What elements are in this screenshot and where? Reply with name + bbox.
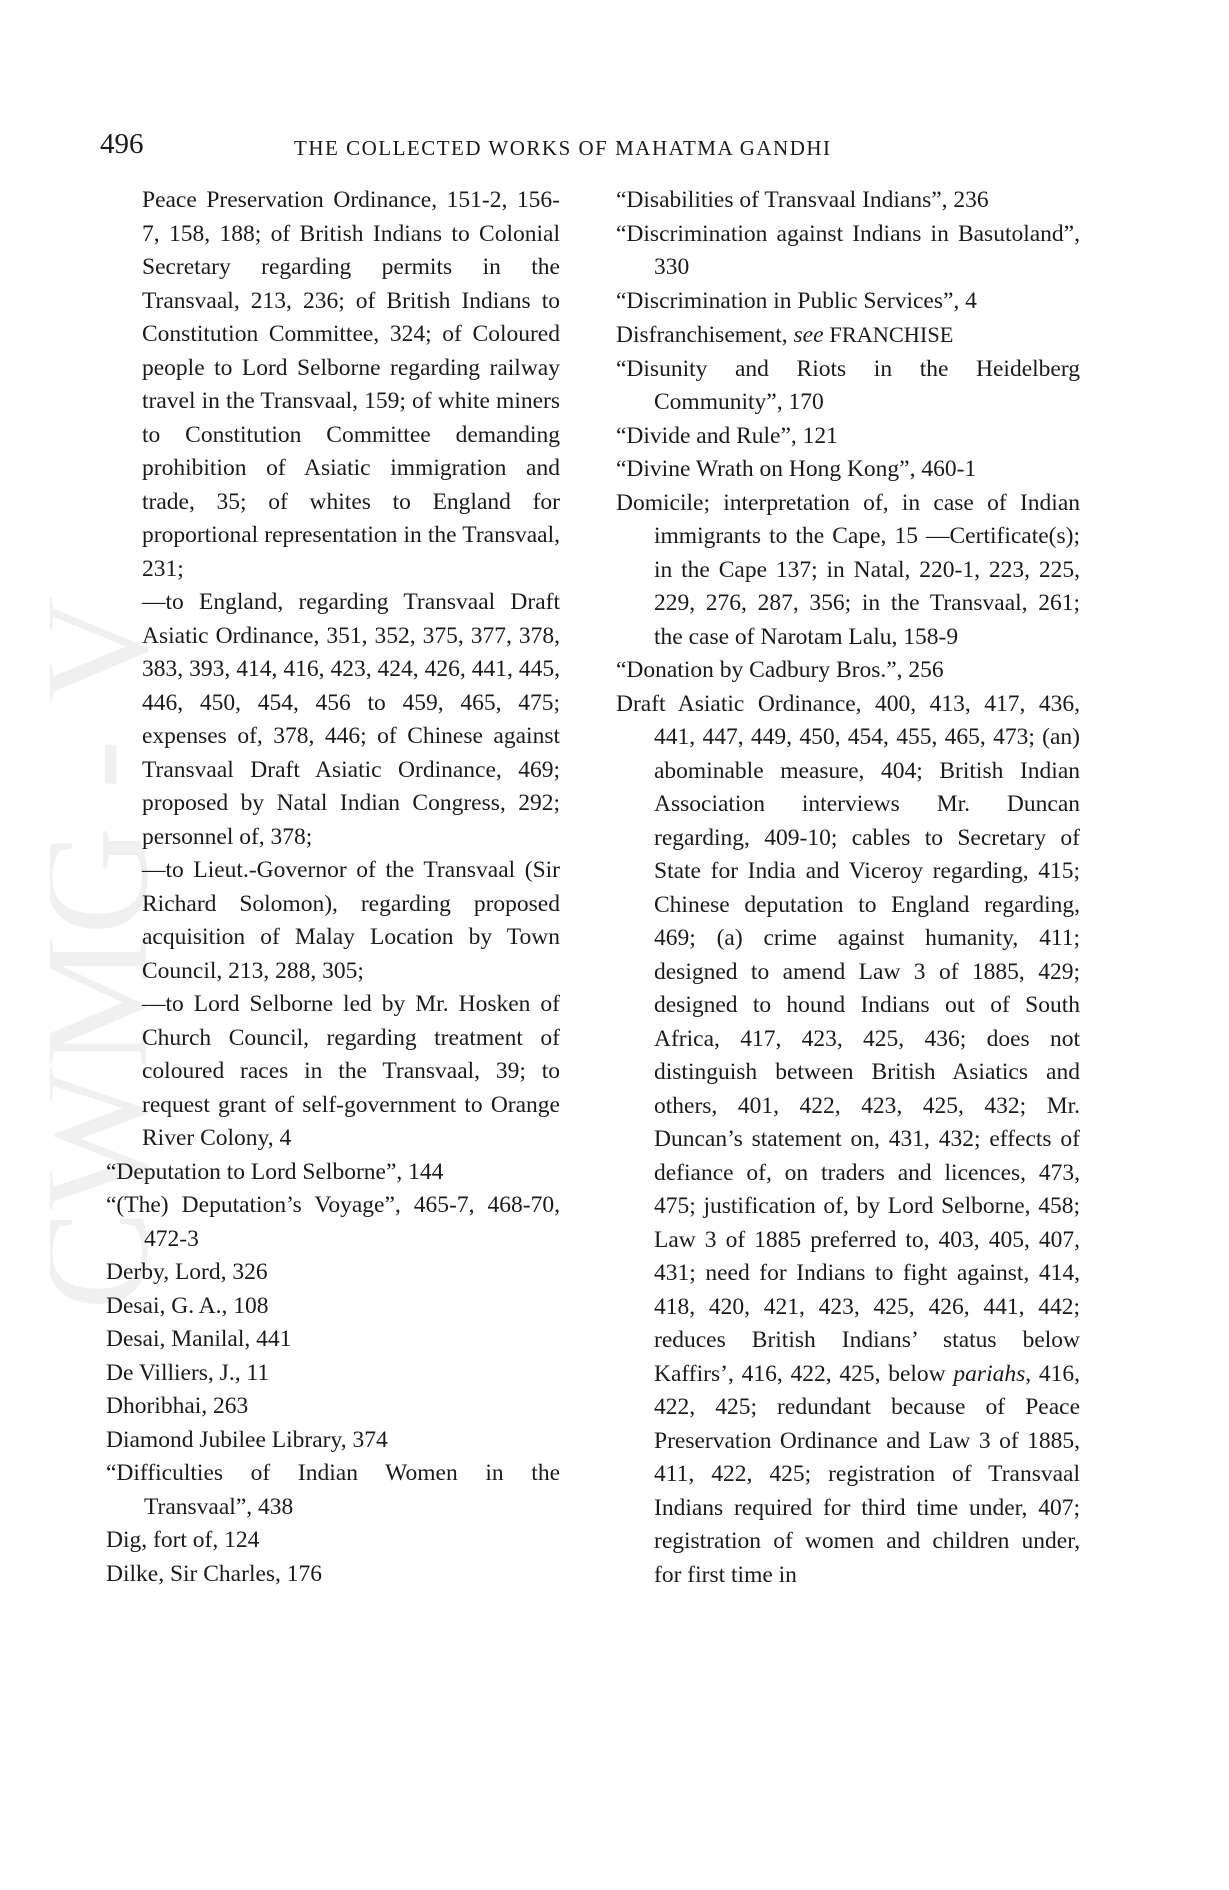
index-entry: “Discrimination in Public Services”, 4 — [616, 287, 977, 314]
index-entry — [616, 688, 1080, 1593]
index-entry: Dig, fort of, 124 — [106, 1527, 260, 1553]
index-entry: De Villiers, J., 11 — [106, 1359, 270, 1386]
index-column-left — [106, 184, 560, 1591]
index-entry: Diamond Jubilee Library, 374 — [106, 1426, 388, 1453]
index-entry: Desai, Manilal, 441 — [106, 1326, 292, 1352]
watermark-text: CWMG — [50, 826, 170, 1310]
index-entry: Domicile; interpretation of, in case of Indian immigrants to the Cape, 15 —Certificate(s); in the Cape 137; in Natal, 220-1, 223, 225, 229, 276, 287, 356; in the Transvaal, 261; the case of Narotam Lalu, 158-9 — [616, 489, 1080, 650]
index-entry: Derby, Lord, 326 — [106, 1259, 268, 1285]
see-reference-word: see — [793, 322, 824, 348]
page-number: 496 — [100, 128, 144, 160]
index-entry: “Divide and Rule”, 121 — [616, 422, 838, 449]
index-entry: “Disabilities of Transvaal Indians”, 236 — [616, 187, 989, 213]
index-entry: —to Lieut.-Governor of the Transvaal (Sir Richard Solomon), regarding proposed acquisition of Malay Location by Town Council, 213, 288, 305; — [142, 857, 560, 984]
index-entry: Desai, G. A., 108 — [106, 1292, 269, 1319]
index-entry: Dhoribhai, 263 — [106, 1393, 249, 1419]
index-entry: —to Lord Selborne led by Mr. Hosken of Church Council, regarding treatment of coloured races in the Transvaal, 39; to request grant of self-government to Orange River Colony, 4 — [142, 991, 560, 1151]
index-entry: “Donation by Cadbury Bros.”, 256 — [616, 657, 944, 683]
cross-reference: FRANCHISE — [829, 322, 954, 347]
entry-text: Disfranchisement, — [616, 322, 794, 348]
running-head: THE COLLECTED WORKS OF MAHATMA GANDHI — [294, 136, 832, 160]
index-entry: “(The) Deputation’s Voyage”, 465-7, 468-70, 472-3 — [106, 1192, 560, 1252]
index-entry: Dilke, Sir Charles, 176 — [106, 1560, 323, 1587]
index-entry: “Divine Wrath on Hong Kong”, 460-1 — [616, 456, 977, 482]
index-entry: “Disunity and Riots in the Heidelberg Community”, 170 — [616, 355, 1080, 415]
index-entry: —to England, regarding Transvaal Draft Asiatic Ordinance, 351, 352, 375, 377, 378, 383, 393, 414, 416, 423, 424, 426, 441, 445, 446, 450, 454, 456 to 459, 465, 475; expenses of, 378, 446; of Chinese against Transvaal Draft Asiatic Ordinance, 469; proposed by Natal Indian Congress, 292; personnel of, 378; — [142, 589, 560, 850]
index-entry — [616, 318, 1080, 353]
entry-text: Draft Asiatic Ordinance, 400, 413, 417, 436, 441, 447, 449, 450, 454, 455, 465, 473; (an) abominable measure, 404; British Indian Association interviews Mr. Duncan regarding, 409-10; cables to Secretary of State for India and Viceroy regarding, 415; Chinese deputation to England regarding, 469; (a) crime against humanity, 411; designed to amend Law 3 of 1885, 429; designed to hound Indians out of South Africa, 417, 423, 425, 436; does not distinguish between British Asiatics and others, 401, 422, 423, 425, 432; Mr. Duncan’s statement on, 431, 432; effects of defiance of, on traders and licences, 473, 475; justification of, by Lord Selborne, 458; Law 3 of 1885 preferred to, 403, 405, 407, 431; need for Indians to fight against, 414, 418, 420, 421, 423, 425, 426, 441, 442; reduces British Indians’ status below Kaffirs’, 416, 422, 425, below — [616, 690, 1080, 1387]
index-column-right — [616, 184, 1080, 1592]
italic-term: pariahs — [953, 1360, 1026, 1387]
index-entry: Peace Preservation Ordinance, 151-2, 156-7, 158, 188; of British Indians to Colonial Secretary regarding permits in the Transvaal, 213, 236; of British Indians to Constitution Committee, 324; of Coloured people to Lord Selborne regarding railway travel in the Transvaal, 159; of white miners to Constitution Committee demanding prohibition of Asiatic immigration and trade, 35; of whites to England for proportional representation in the Transvaal, 231; — [142, 187, 560, 582]
index-entry: “Discrimination against Indians in Basutoland”, 330 — [616, 220, 1080, 280]
index-entry: “Difficulties of Indian Women in the Transvaal”, 438 — [106, 1460, 560, 1520]
entry-text: , 416, 422, 425; redundant because of Peace Preservation Ordinance and Law 3 of 1885, 411, 422, 425; registration of Transvaal Indians required for third time under, 407; registration of women and children under, for first time in — [654, 1360, 1081, 1588]
index-entry: “Deputation to Lord Selborne”, 144 — [106, 1158, 444, 1185]
